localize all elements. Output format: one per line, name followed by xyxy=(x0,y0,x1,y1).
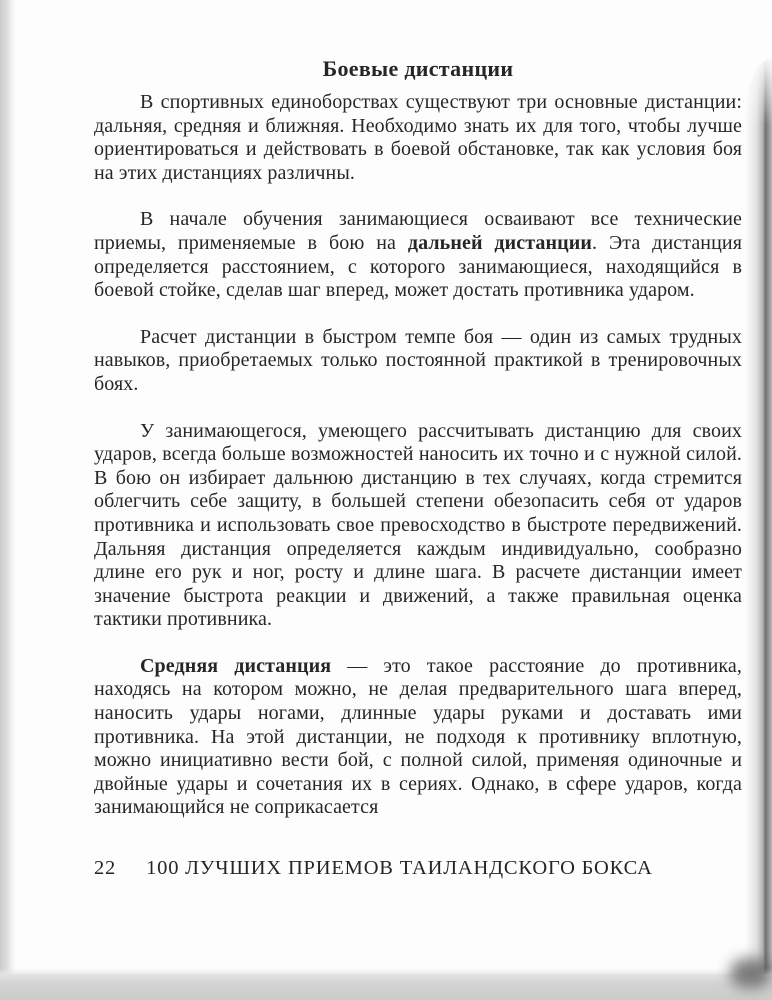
scan-left-edge xyxy=(0,0,16,976)
text-run: У занимающегося, умеющего рассчитывать дистанцию для своих ударов, всегда больше возможностей наносить их точно и с нужной силой. В бою он избирает дальнюю дистанцию в тех случаях, когда стремится облегчить себе защиту, в большей степени обезопасить себя от ударов противника и использовать свое превосходство в быстроте передвижений. Дальняя дистанция определяется каждым индивидуально, сообразно длине его рук и ног, росту и длине шага. В расчете дистанции имеет значение быстрота реакции и движений, а также правильная оценка тактики противника. xyxy=(94,419,742,631)
scan-bottom-edge xyxy=(0,974,772,1000)
scan-corner-smudge xyxy=(730,958,772,988)
paragraph xyxy=(94,420,742,632)
running-title: 100 ЛУЧШИХ ПРИЕМОВ ТАИЛАНДСКОГО БОКСА xyxy=(146,857,653,879)
text-run: Расчет дистанции в быстром темпе боя — один из самых трудных навыков, приобретаемых только постоянной практикой в тренировочных боях. xyxy=(94,325,742,395)
page-footer xyxy=(94,857,742,880)
paragraph xyxy=(94,326,742,397)
text-run: В спортивных единоборствах существуют три основные дистанции: дальняя, средняя и ближняя. Необходимо знать их для того, чтобы лучше ориентироваться и действовать в боевой обстановке, так как условия боя на этих дистанциях различны. xyxy=(94,91,742,184)
page-title: Боевые дистанции xyxy=(322,56,514,81)
bold-term: дальней дистанции xyxy=(407,231,593,254)
text-run: В начале обучения занимающиеся осваивают все технические приемы, применяемые в бою на xyxy=(94,208,742,254)
bold-term: Средняя дистанция xyxy=(140,654,332,677)
text-run: — это такое расстояние до противника, находясь на котором можно, не делая предварительного шага вперед, наносить удары ногами, длинные удары руками и доставать ими противника. На этой дистанции, не подходя к противнику вплотную, можно инициативно вести бой, с полной силой, применяя одиночные и двойные удары и сочетания их в сериях. Однако, в сфере ударов, когда занимающийся не соприкасается xyxy=(94,654,742,819)
page-curl-shadow-fade xyxy=(745,55,772,125)
paragraph xyxy=(94,91,742,185)
page-number: 22 xyxy=(94,857,117,879)
paragraph xyxy=(94,208,742,302)
text-run: . Эта дистанция определяется расстоянием, с которого занимающиеся, находящийся в боевой стойке, сделав шаг вперед, может достать противника ударом. xyxy=(94,231,743,302)
body-text xyxy=(94,91,742,820)
paragraph xyxy=(94,655,742,820)
page-curl-shadow xyxy=(745,58,772,980)
text-block xyxy=(94,56,742,843)
